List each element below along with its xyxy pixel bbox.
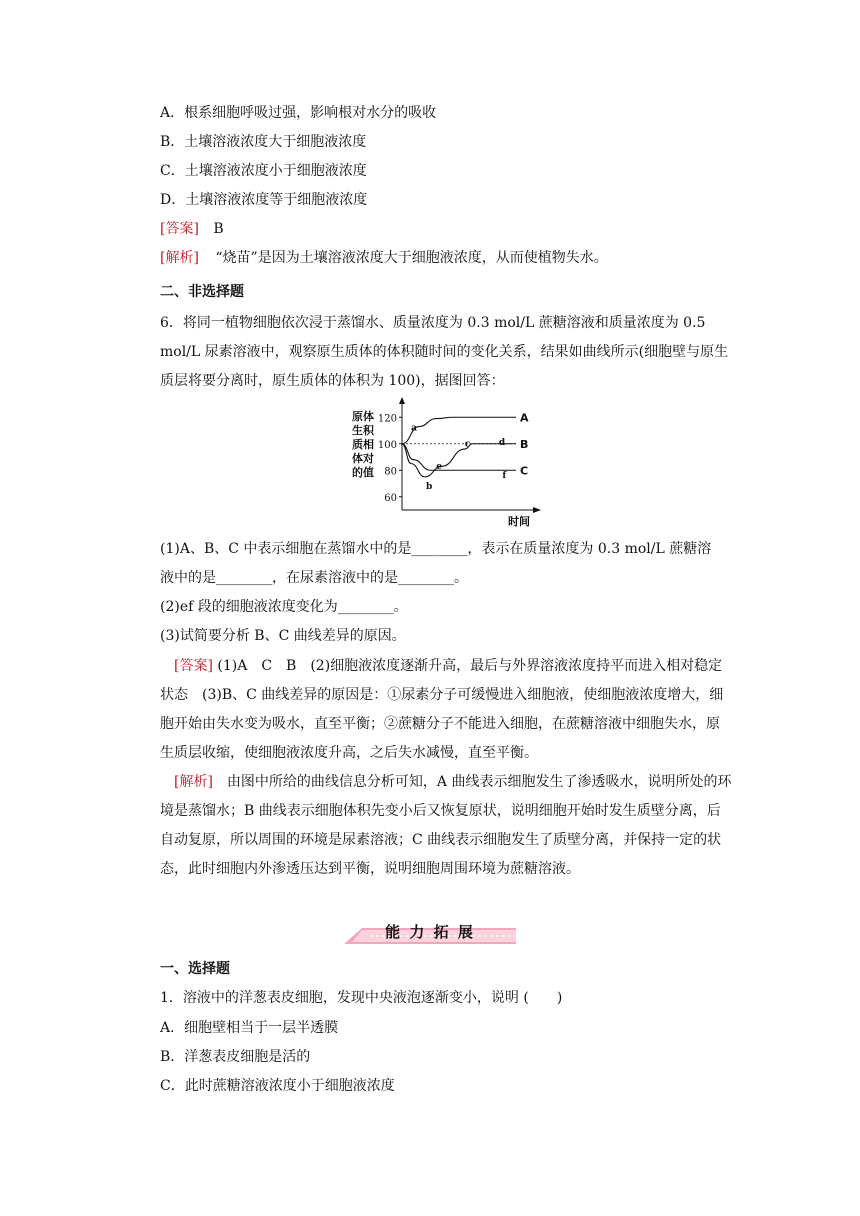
- x-axis-arrow: [533, 507, 541, 513]
- q6-sub1-text-e: 。: [454, 570, 468, 586]
- q6-stem-line-3: 质层将要分离时，原生质体的体积为 100)，据图回答：: [160, 373, 505, 389]
- point-label-d: d: [498, 438, 506, 449]
- q5-option-b: B．土壤溶液浓度大于细胞液浓度: [160, 134, 367, 150]
- q6-sub1-text-d: ，在尿素溶液中的是: [272, 570, 398, 586]
- q6-sub1-line-2: [160, 568, 468, 588]
- section-banner: [340, 918, 520, 948]
- series-label-B: B: [520, 437, 529, 451]
- q1-option-a: A．细胞壁相当于一层半透膜: [160, 1020, 339, 1036]
- series-label-C: C: [520, 464, 529, 478]
- volume-time-chart: [348, 396, 548, 528]
- banner-title: 能 力 拓 展: [385, 923, 475, 941]
- answer-blank: ________: [216, 570, 272, 586]
- chart-x-label: 时间: [508, 515, 530, 528]
- series-label-A: A: [520, 411, 529, 425]
- point-label-b: b: [425, 481, 433, 492]
- q5-option-a: A．根系细胞呼吸过强，影响根对水分的吸收: [160, 105, 437, 121]
- y-axis-arrow: [399, 397, 405, 404]
- y-label-line: 原体: [352, 410, 374, 423]
- q6-analysis-paragraph: [160, 768, 733, 884]
- point-label-a: a: [411, 423, 417, 434]
- answer-tag: [答案]: [160, 221, 199, 237]
- q6-sub2-text-a: (2)ef 段的细胞液浓度变化为: [160, 599, 338, 615]
- point-label-f: f: [502, 471, 507, 482]
- q5-answer-line: [160, 219, 224, 239]
- analysis-tag: [解析]: [160, 250, 199, 266]
- q6-sub3-line: (3)试简要分析 B、C 曲线差异的原因。: [160, 628, 406, 644]
- answer-blank: ________: [398, 570, 454, 586]
- q6-answer: (1)A C B (2)细胞液浓度逐渐升高，最后与外界溶液浓度持平而进入相对稳定状态 (3)B、C 曲线差异的原因是：①尿素分子可缓慢进入细胞液，使细胞液浓度增大，细胞开始由失水变为吸水，直至平衡；②蔗糖分子不能进入细胞，在蔗糖溶液中细胞失水，原生质层收缩，使细胞液浓度升高，之后失水减慢，直至平衡。: [160, 658, 724, 761]
- answer-tag: [答案]: [174, 658, 213, 674]
- y-label-line: 的值: [352, 466, 374, 479]
- q6-sub1-text-a: (1)A、B、C 中表示细胞在蒸馏水中的是: [160, 541, 412, 557]
- q1-stem: 1．溶液中的洋葱表皮细胞，发现中央液泡逐渐变小，说明 ( ): [160, 990, 563, 1006]
- y-tick-label: 100: [377, 439, 397, 451]
- section-heading-choice: 一、选择题: [160, 961, 230, 977]
- q5-analysis: “烧苗”是因为土壤溶液浓度大于细胞液浓度，从而使植物失水。: [215, 250, 608, 266]
- analysis-tag: [解析]: [174, 774, 213, 790]
- chart-y-ticks: [378, 413, 402, 504]
- q5-analysis-line: [160, 248, 608, 268]
- point-label-c: c: [464, 439, 471, 450]
- y-label-line: 质相: [352, 438, 374, 451]
- q5-option-c: C．土壤溶液浓度小于细胞液浓度: [160, 163, 367, 179]
- q5-answer: B: [213, 221, 224, 237]
- q6-answer-paragraph: [160, 652, 733, 768]
- y-label-line: 生积: [352, 424, 374, 437]
- q6-sub1-line-1: [160, 539, 711, 559]
- q6-stem-line-2: mol/L 尿素溶液中，观察原生质体的体积随时间的变化关系，结果如曲线所示(细胞壁与原生: [160, 344, 729, 360]
- series-line-B: [402, 444, 516, 477]
- y-tick-label: 60: [384, 492, 397, 504]
- y-tick-label: 120: [377, 413, 397, 425]
- q5-option-d: D．土壤溶液浓度等于细胞液浓度: [160, 192, 368, 208]
- y-label-line: 体对: [352, 452, 374, 465]
- answer-blank: ________: [337, 599, 394, 615]
- answer-blank: ________: [411, 541, 468, 557]
- q6-sub2-line: [160, 597, 408, 617]
- q6-stem-line-1: 6．将同一植物细胞依次浸于蒸馏水、质量浓度为 0.3 mol/L 蔗糖溶液和质量浓度为 0.5: [160, 315, 706, 331]
- q6-analysis: 由图中所给的曲线信息分析可知，A 曲线表示细胞发生了渗透吸水，说明所处的环境是蒸馏水；B 曲线表示细胞体积先变小后又恢复原状，说明细胞开始时发生质壁分离，后自动复原，所以周围的环境是尿素溶液；C 曲线表示细胞发生了质壁分离，并保持一定的状态，此时细胞内外渗透压达到平衡，说明细胞周围环境为蔗糖溶液。: [160, 774, 732, 877]
- chart-y-label: [352, 409, 375, 479]
- chart-point-labels: [411, 424, 507, 492]
- q1-option-b: B．洋葱表皮细胞是活的: [160, 1049, 311, 1065]
- q6-sub1-text-c: 液中的是: [160, 570, 216, 586]
- y-tick-label: 80: [384, 466, 397, 478]
- q1-option-c: C．此时蔗糖溶液浓度小于细胞液浓度: [160, 1078, 395, 1094]
- point-label-e: e: [436, 461, 442, 472]
- section-heading-nonchoice: 二、非选择题: [160, 284, 244, 300]
- q6-sub1-text-b: ，表示在质量浓度为 0.3 mol/L 蔗糖溶: [467, 541, 712, 557]
- q6-sub2-text-b: 。: [393, 599, 408, 615]
